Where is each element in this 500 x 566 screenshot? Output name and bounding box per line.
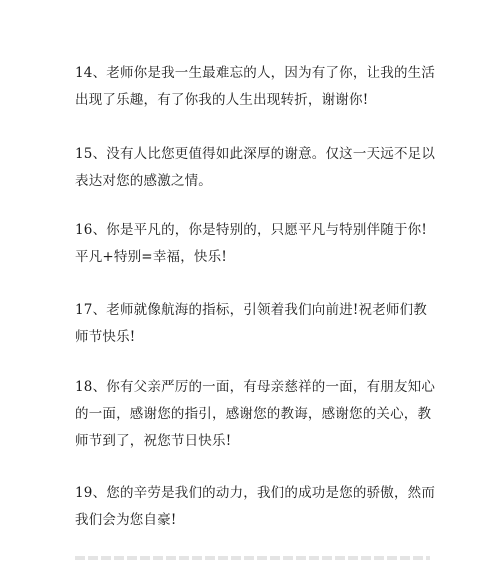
paragraph-17: 17、老师就像航海的指标，引领着我们向前进!祝老师们教师节快乐! — [75, 302, 428, 345]
paragraph-16: 16、你是平凡的，你是特别的，只愿平凡与特别伴随于你!平凡+特别=幸福，快乐! — [75, 222, 428, 265]
cut-off-text-line — [75, 556, 430, 560]
paragraph-18: 18、你有父亲严厉的一面，有母亲慈祥的一面，有朋友知心的一面，感谢您的指引，感谢您的教诲，感谢您的关心，教师节到了，祝您节日快乐! — [75, 379, 436, 449]
paragraph-15: 15、没有人比您更值得如此深厚的谢意。仅这一天远不足以表达对您的感激之情。 — [75, 146, 436, 189]
paragraph-19: 19、您的辛劳是我们的动力，我们的成功是您的骄傲，然而我们会为您自豪! — [75, 485, 436, 528]
paragraph-14: 14、老师你是我一生最难忘的人，因为有了你，让我的生活出现了乐趣，有了你我的人生出现转折，谢谢你! — [75, 65, 436, 108]
